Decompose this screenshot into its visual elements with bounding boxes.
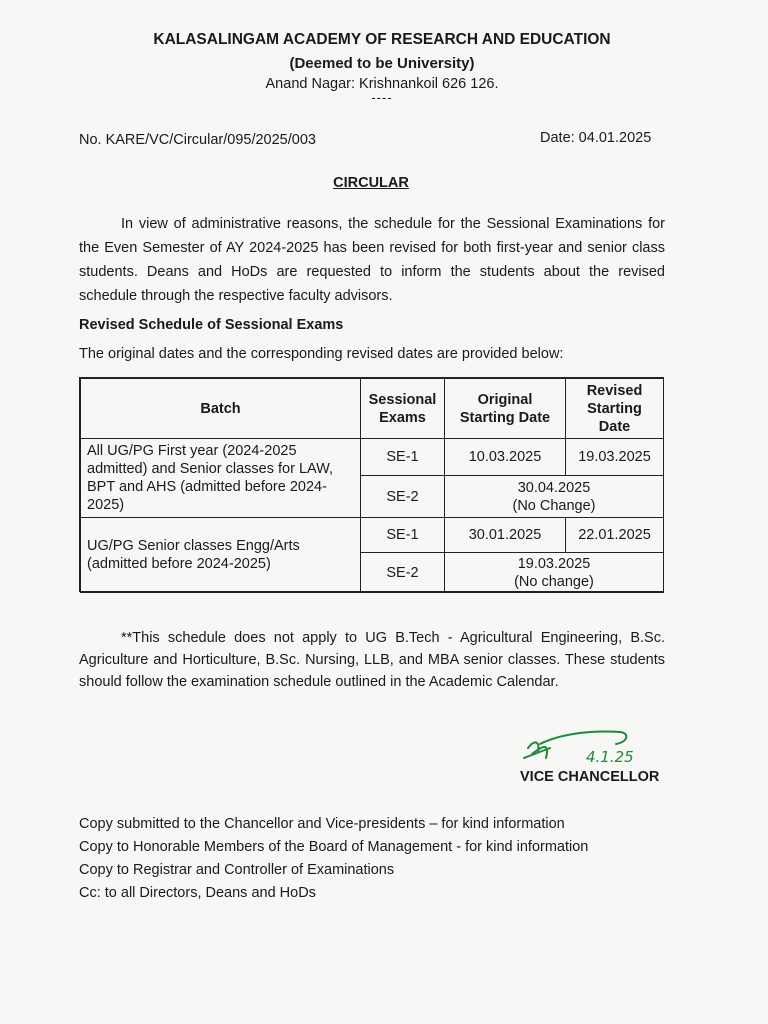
batch-cell-first-year: All UG/PG First year (2024-2025 admitted) and Senior classes for LAW, BPT and AHS (admitted before 2024-2025) [80, 438, 361, 518]
exemption-note [79, 627, 665, 693]
exam-cell: SE-1 [360, 517, 445, 553]
exam-cell: SE-1 [360, 438, 445, 476]
merged-note: (No change) [514, 573, 594, 590]
body-paragraph [79, 212, 665, 308]
exemption-note-text: **This schedule does not apply to UG B.Tech - Agricultural Engineering, B.Sc. Agriculture and Horticulture, B.Sc. Nursing, LLB, and MBA senior classes. These students should follow the examination schedule outlined in the Academic Calendar. [79, 630, 665, 690]
copy-to-list [79, 813, 588, 905]
institution-address: Anand Nagar: Krishnankoil 626 126. [265, 76, 499, 92]
circular-title: CIRCULAR [333, 175, 409, 191]
institution-status: (Deemed to be University) [289, 55, 475, 72]
signatory-designation: VICE CHANCELLOR [520, 769, 660, 785]
revised-date-cell: 19.03.2025 [565, 438, 664, 476]
exam-cell: SE-2 [360, 475, 445, 518]
revised-date-cell: 22.01.2025 [565, 517, 664, 553]
header-batch: Batch [80, 378, 361, 439]
vice-chancellor-signature [520, 724, 650, 774]
header-separator: ---- [371, 90, 393, 105]
copy-line: Copy to Honorable Members of the Board of Management - for kind information [79, 839, 589, 855]
batch-cell-senior: UG/PG Senior classes Engg/Arts (admitted before 2024-2025) [80, 517, 361, 593]
exam-cell: SE-2 [360, 552, 445, 593]
header-original-date: Original Starting Date [444, 378, 566, 439]
schedule-table [79, 377, 664, 592]
schedule-subheading: Revised Schedule of Sessional Exams [79, 317, 344, 333]
schedule-intro: The original dates and the corresponding revised dates are provided below: [79, 346, 564, 362]
body-paragraph-text: In view of administrative reasons, the schedule for the Sessional Examinations for the Even Semester of AY 2024-2025 has been revised for both first-year and senior class students. Deans and HoDs are requested to inform the students about the revised schedule through the respective faculty advisors. [79, 216, 665, 304]
copy-line: Cc: to all Directors, Deans and HoDs [79, 885, 316, 901]
header-revised-date: Revised Starting Date [565, 378, 664, 439]
merged-date: 19.03.2025 [517, 555, 591, 572]
reference-number: No. KARE/VC/Circular/095/2025/003 [79, 132, 316, 148]
circular-date: Date: 04.01.2025 [540, 130, 652, 146]
institution-name: KALASALINGAM ACADEMY OF RESEARCH AND EDUCATION [153, 31, 611, 48]
merged-note: (No Change) [512, 497, 596, 514]
merged-date-cell [444, 475, 664, 518]
signature-date: 4.1.25 [586, 748, 634, 766]
merged-date: 30.04.2025 [517, 479, 591, 496]
header-sessional-exams: Sessional Exams [360, 378, 445, 439]
original-date-cell: 30.01.2025 [444, 517, 566, 553]
copy-line: Copy submitted to the Chancellor and Vice-presidents – for kind information [79, 816, 565, 832]
original-date-cell: 10.03.2025 [444, 438, 566, 476]
copy-line: Copy to Registrar and Controller of Examinations [79, 862, 395, 878]
merged-date-cell [444, 552, 664, 593]
